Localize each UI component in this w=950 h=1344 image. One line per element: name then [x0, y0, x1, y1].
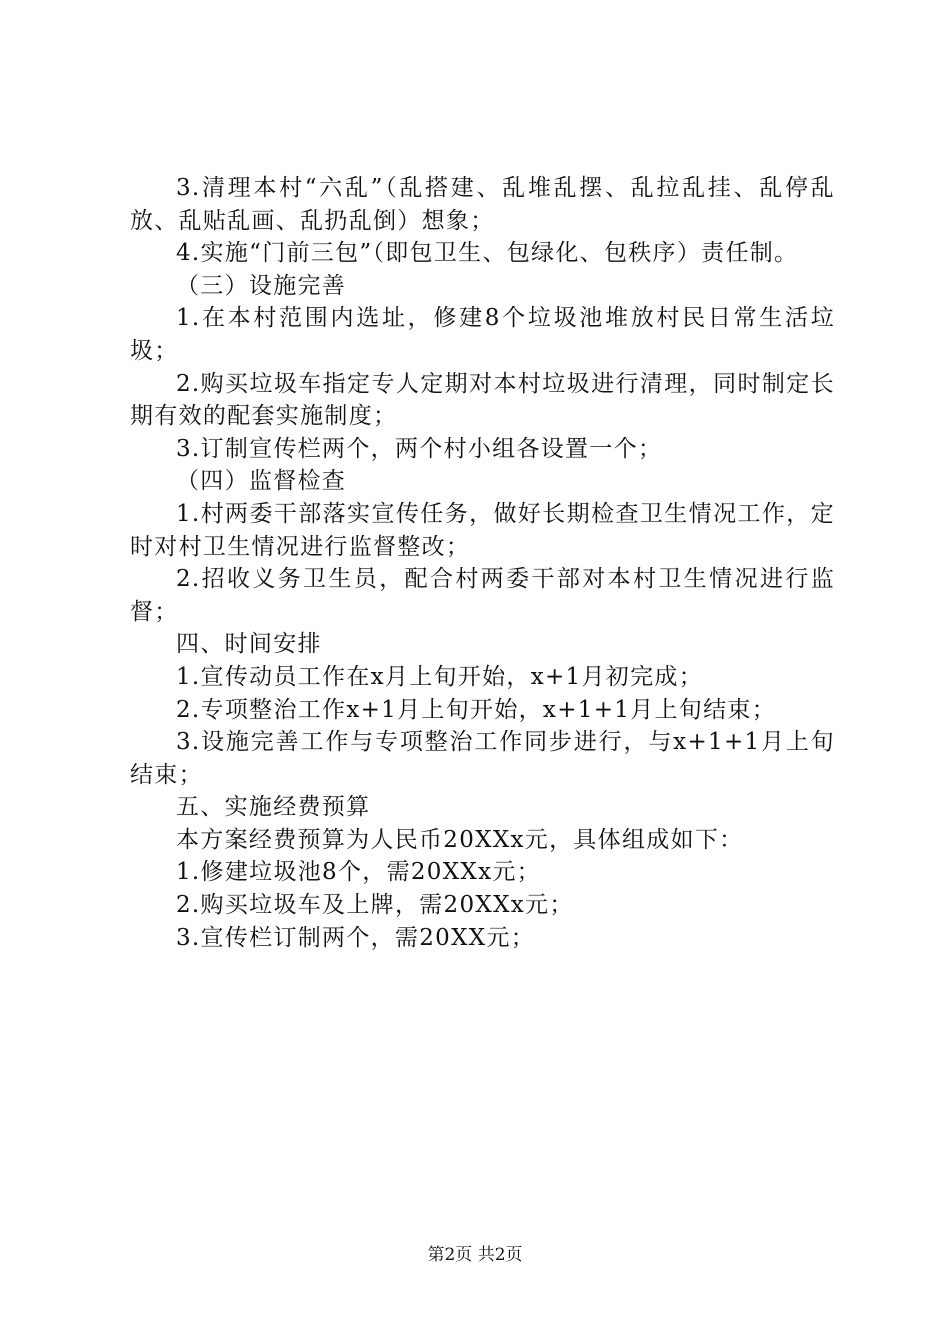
paragraph-item-3-cleanup: 3.清理本村“六乱”（乱搭建、乱堆乱摆、乱拉乱挂、乱停乱放、乱贴乱画、乱扔乱倒）想象； — [130, 175, 835, 234]
paragraph-bulletin-boards: 3.订制宣传栏两个，两个村小组各设置一个； — [176, 435, 663, 462]
section-heading-supervision: （四）监督检查 — [176, 468, 347, 495]
paragraph-budget-pools: 1.修建垃圾池8个，需20XXx元； — [176, 859, 541, 886]
paragraph-schedule-facilities: 3.设施完善工作与专项整治工作同步进行，与x+1+1月上旬结束； — [130, 729, 835, 788]
paragraph-volunteer-sanitation: 2.招收义务卫生员，配合村两委干部对本村卫生情况进行监督； — [130, 566, 835, 625]
paragraph-budget-total: 本方案经费预算为人民币20XXx元，具体组成如下： — [176, 826, 744, 853]
paragraph-item-4-three-guarantees: 4.实施“门前三包”（即包卫生、包绿化、包秩序）责任制。 — [176, 240, 799, 267]
paragraph-budget-truck: 2.购买垃圾车及上牌，需20XXx元； — [176, 892, 574, 919]
paragraph-schedule-publicity: 1.宣传动员工作在x月上旬开始，x+1月初完成； — [176, 663, 703, 690]
document-body — [130, 172, 835, 954]
section-heading-schedule: 四、时间安排 — [176, 631, 322, 658]
section-heading-budget: 五、实施经费预算 — [176, 794, 371, 821]
section-heading-facilities: （三）设施完善 — [176, 272, 347, 299]
page-footer — [0, 1244, 950, 1266]
paragraph-cadre-inspection: 1.村两委干部落实宣传任务，做好长期检查卫生情况工作，定时对村卫生情况进行监督整改； — [130, 500, 835, 560]
paragraph-schedule-rectification: 2.专项整治工作x+1月上旬开始，x+1+1月上旬结束； — [176, 696, 777, 723]
paragraph-garbage-pools: 1.在本村范围内选址，修建8个垃圾池堆放村民日常生活垃圾； — [130, 305, 835, 364]
paragraph-garbage-truck: 2.购买垃圾车指定专人定期对本村垃圾进行清理，同时制定长期有效的配套实施制度； — [130, 370, 835, 430]
paragraph-budget-boards: 3.宣传栏订制两个，需20XX元； — [176, 924, 536, 951]
page-number-label: 第2页 共2页 — [427, 1245, 523, 1265]
